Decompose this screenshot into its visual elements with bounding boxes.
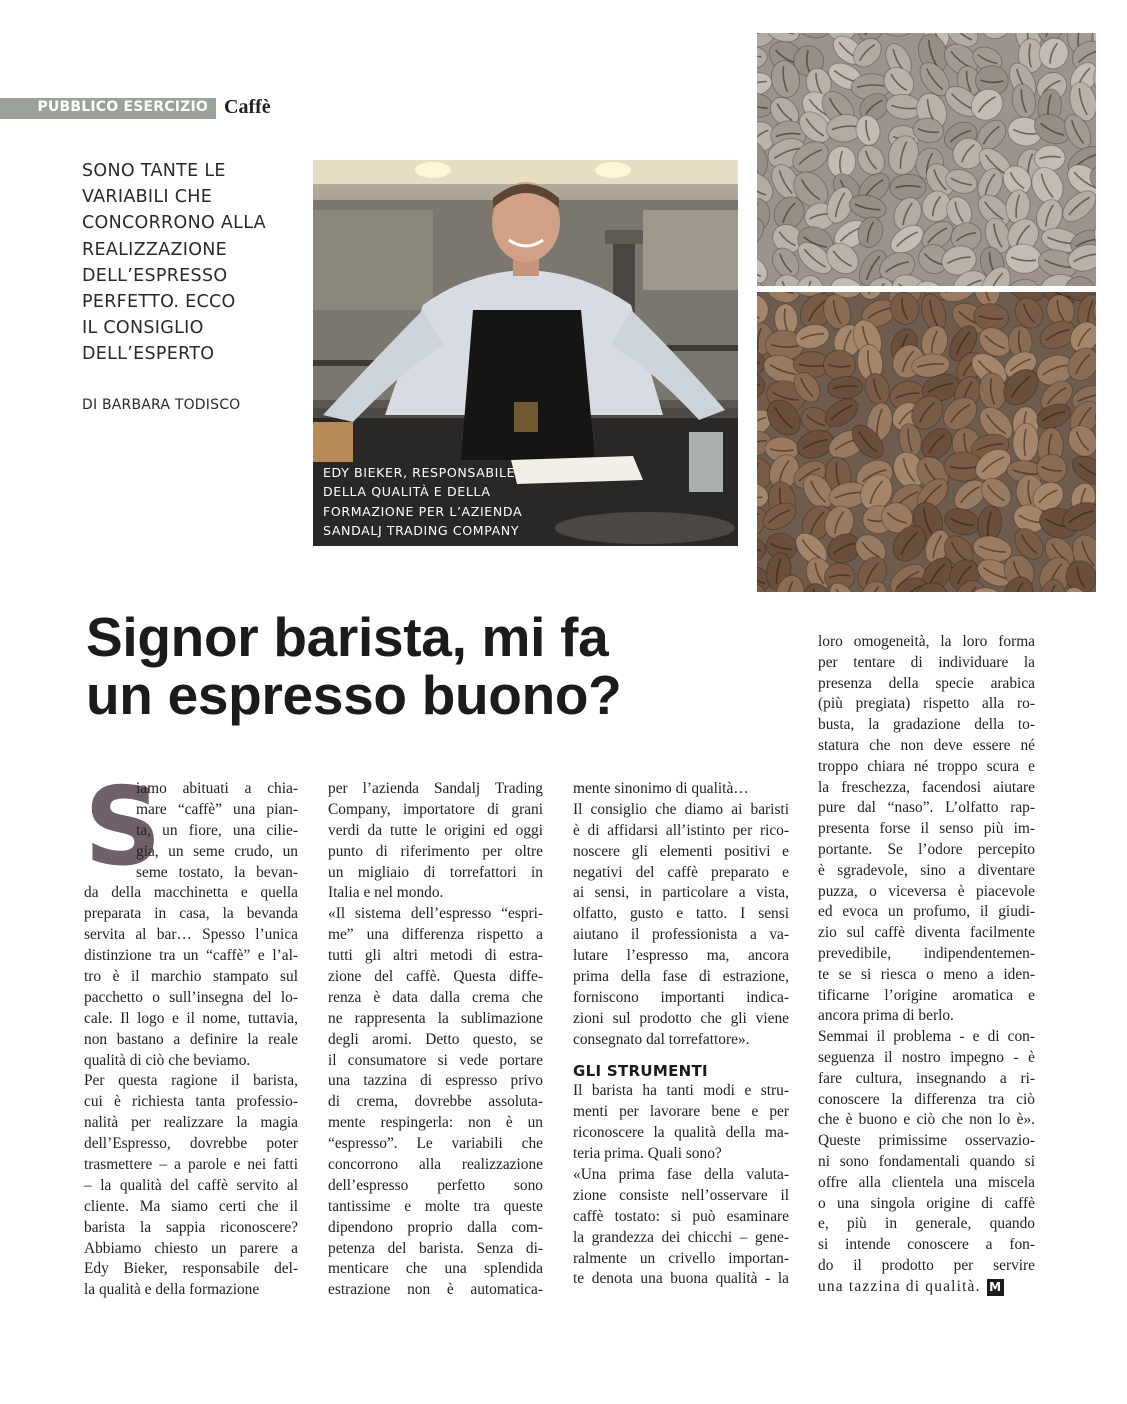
article-line: Abbiamo chiesto un parere a [84,1239,298,1257]
article-line: mente sinonimo di qualità… [573,780,749,797]
article-line: Company, importatore di grani [328,800,543,818]
article-line: la qualità e della formazione [84,1281,260,1299]
caption-line: FORMAZIONE PER L’AZIENDA [323,503,523,519]
article-line: «Una prima fase della valuta- [573,1166,789,1184]
article-line: caffè tostato: si può esaminare [573,1207,789,1225]
article-line: seme tostato, la bevan- [136,863,298,881]
intro-line: DELL’ESPERTO [82,344,215,365]
article-line: negativi del caffè preparato e [573,863,789,881]
article-line: gia, un seme crudo, un [136,842,298,860]
end-mark-icon: M [987,1279,1004,1296]
article-line: forniscono importanti indica- [573,988,789,1006]
article-headline [86,608,621,724]
article-line: conoscere la differenza tra ciò [818,1090,1035,1108]
article-line: per l’azienda Sandalj Trading [328,780,543,797]
article-line: zione del caffè. Questa diffe- [328,968,543,986]
article-line: concorrono alla realizzazione [328,1156,543,1174]
intro-line: SONO TANTE LE [82,161,226,181]
article-line: una tazzina di espresso privo [328,1072,543,1090]
article-line: ralmente un crivello importan- [573,1249,789,1267]
article-line: Semmai il problema - e di con- [818,1028,1035,1046]
section-tag [0,98,216,119]
article-line: Edy Bieker, responsabile del- [84,1260,298,1278]
article-line: dell’Espresso, dovrebbe poter [84,1135,298,1153]
article-column-2 [328,779,543,1301]
article-line: Il barista ha tanti modi e stru- [573,1082,789,1100]
article-line: do il prodotto per servire [818,1256,1035,1274]
article-line: te denota una buona qualità - la [573,1270,789,1288]
article-line: ed evoca un profumo, il giudi- [818,903,1035,921]
article-line: e, più in generale, quando [818,1215,1035,1233]
article-line: di crema, dovrebbe assoluta- [328,1093,543,1111]
article-line: preparata in casa, la bevanda [84,905,298,923]
article-line: fare cultura, insegnando a ri- [818,1069,1035,1087]
article-line: verdi da tutte le origini ed oggi [328,821,543,839]
article-line: ai sensi, in particolare a vista, [573,884,789,902]
article-line: nalità per realizzare la magia [84,1114,298,1132]
headline-line: un espresso buono? [86,664,622,726]
article-line: trasmettere – a parole e nei fatti [84,1156,298,1174]
article-line: è sgradevole, sino a diventare [818,861,1035,879]
article-line: ni sono fondamentali quando si [818,1152,1035,1170]
green-beans-illustration [757,33,1096,286]
caption-line: DELLA QUALITÀ E DELLA [323,484,491,500]
article-line: servita al bar… Spesso l’unica [84,926,298,944]
article-line: statura che non deve essere né [818,736,1035,754]
article-line: prima della fase di estrazione, [573,968,789,986]
article-line: busta, la gradazione della to- [818,716,1035,734]
article-line: una tazzina di qualità. [818,1277,981,1295]
caption-line: SANDALJ TRADING COMPANY [323,523,520,539]
drop-cap: S [84,765,162,890]
article-line: un migliaio di torrefattori in [328,863,543,881]
article-line: te se si riesca o meno a iden- [818,965,1035,983]
article-line: tificarne l’origine aromatica e [818,986,1035,1004]
article-line: tutti gli altri metodi di estra- [328,947,543,965]
article-line: tantissime e molte tra queste [328,1197,543,1215]
article-line: da della macchinetta e quella [84,884,298,902]
article-line: pure dal “naso”. L’olfatto rap- [818,799,1035,817]
byline: DI BARBARA TODISCO [82,397,241,413]
article-line: zio sul caffè diventa facilmente [818,924,1035,942]
article-line: ancora prima di berlo. [818,1007,954,1025]
article-line: qualità di ciò che beviamo. [84,1051,251,1069]
article-line: portante. Se l’odore percepito [818,840,1035,858]
article-line: la freschezza, facendosi aiutare [818,778,1035,796]
article-line: punto di riferimento per oltre [328,842,543,860]
article-line: – la qualità del caffè servito al [84,1176,298,1194]
article-line: pacchetto o sull’insegna del lo- [84,988,298,1006]
article-line: Per questa ragione il barista, [84,1072,298,1090]
article-line: ne rappresenta la sublimazione [328,1009,543,1027]
section-label: PUBBLICO ESERCIZIO [37,99,208,115]
subsection-label: Caffè [224,96,271,118]
article-line: mente respingerla: non è un [328,1114,543,1132]
article-column-3 [573,779,789,1290]
article-line: cale. Il logo e il nome, tuttavia, [84,1009,298,1027]
article-line: per tentare di individuare la [818,653,1035,671]
article-line: zioni sul prodotto che gli viene [573,1009,789,1027]
intro-line: VARIABILI CHE [82,187,213,208]
article-line: mare “caffè” una pian- [136,800,298,818]
article-line: cui è richiesta tanta professio- [84,1093,298,1111]
article-line: noscere gli elementi positivi e [573,842,789,860]
intro-line: PERFETTO. ECCO [82,292,236,313]
article-line: me” una differenza rispetto a [328,926,543,944]
photo-caption [323,463,583,541]
intro-standfirst [82,158,302,368]
article-line: Queste primissime osservazio- [818,1132,1035,1150]
article-line: teria prima. Quali sono? [573,1145,722,1163]
article-line: «Il sistema dell’espresso “espri- [328,905,543,923]
article-line: degli aromi. Detto questo, se [328,1030,543,1048]
article-line: prevedibile, indipendentemen- [818,944,1035,962]
article-line: tro è il marchio stampato sul [84,968,298,986]
intro-line: DELL’ESPRESSO [82,265,228,286]
article-column-4 [818,632,1035,1298]
article-line: “espresso”. Le variabili che [328,1135,543,1153]
article-line: dell’espresso perfetto sono [328,1176,543,1194]
article-line: offre alla clientela una miscela [818,1173,1035,1191]
article-line: o una singola origine di caffè [818,1194,1035,1212]
article-line: menti per lavorare bene e per [573,1103,789,1121]
article-line: ta, un fiore, una cilie- [136,821,298,839]
article-line: è di affidarsi all’istinto per rico- [573,821,789,839]
intro-line: CONCORRONO ALLA [82,213,266,234]
article-line: distinzione tra un “caffè” e l’al- [84,947,298,965]
article-line: riconoscere la qualità della ma- [573,1124,789,1142]
article-line: dipendono proprio dalla com- [328,1218,543,1236]
article-line: si intende conoscere a fon- [818,1236,1035,1254]
article-line: (più pregiata) rispetto alla ro- [818,695,1035,713]
article-line: estrazione non è automatica- [328,1281,543,1299]
article-line: troppo chiara né troppo scura e [818,757,1035,775]
roasted-coffee-beans-photo [757,292,1096,592]
article-line: olfatto, gusto e tatto. I sensi [573,905,789,923]
article-line: che è buono e ciò che non lo è». [818,1111,1035,1129]
article-line: lutare l’espresso ma, ancora [573,947,789,965]
green-coffee-beans-photo [757,33,1096,286]
article-line: barista la sappia riconoscere? [84,1218,298,1236]
article-line: seguenza il nostro impegno - è [818,1048,1035,1066]
article-line: il consumatore si vede portare [328,1051,543,1069]
article-line: presenza della specie arabica [818,674,1035,692]
article-line: cliente. Ma siamo certi che il [84,1197,298,1215]
article-line: loro omogeneità, la loro forma [818,633,1035,650]
article-line: menticare che una splendida [328,1260,543,1278]
article-line: consegnato dal torrefattore». [573,1030,750,1048]
article-line: renza è data dalla crema che [328,988,543,1006]
article-line: la grandezza dei chicchi – gene- [573,1228,789,1246]
article-line: non bastano a definire la reale [84,1030,298,1048]
intro-line: REALIZZAZIONE [82,239,228,260]
article-line: petenza del barista. Senza di- [328,1239,543,1257]
article-line: presenta forse il senso più im- [818,820,1035,838]
article-line: Il consiglio che diamo ai baristi [573,800,789,818]
article-line: Italia e nel mondo. [328,884,444,902]
article-column-1 [84,765,298,1301]
caption-line: EDY BIEKER, RESPONSABILE [323,465,516,480]
article-line: aiutano il professionista a va- [573,926,789,944]
roasted-beans-illustration [757,292,1096,592]
article-line: iamo abituati a chia- [136,780,298,797]
article-line: zione consiste nell’osservare il [573,1186,789,1204]
headline-line: Signor barista, mi fa [86,606,609,668]
article-line: puzza, o viceversa è piacevole [818,882,1035,900]
section-subheading: GLI STRUMENTI [573,1061,708,1080]
intro-line: IL CONSIGLIO [82,318,204,339]
article-line-end [818,1277,1035,1298]
